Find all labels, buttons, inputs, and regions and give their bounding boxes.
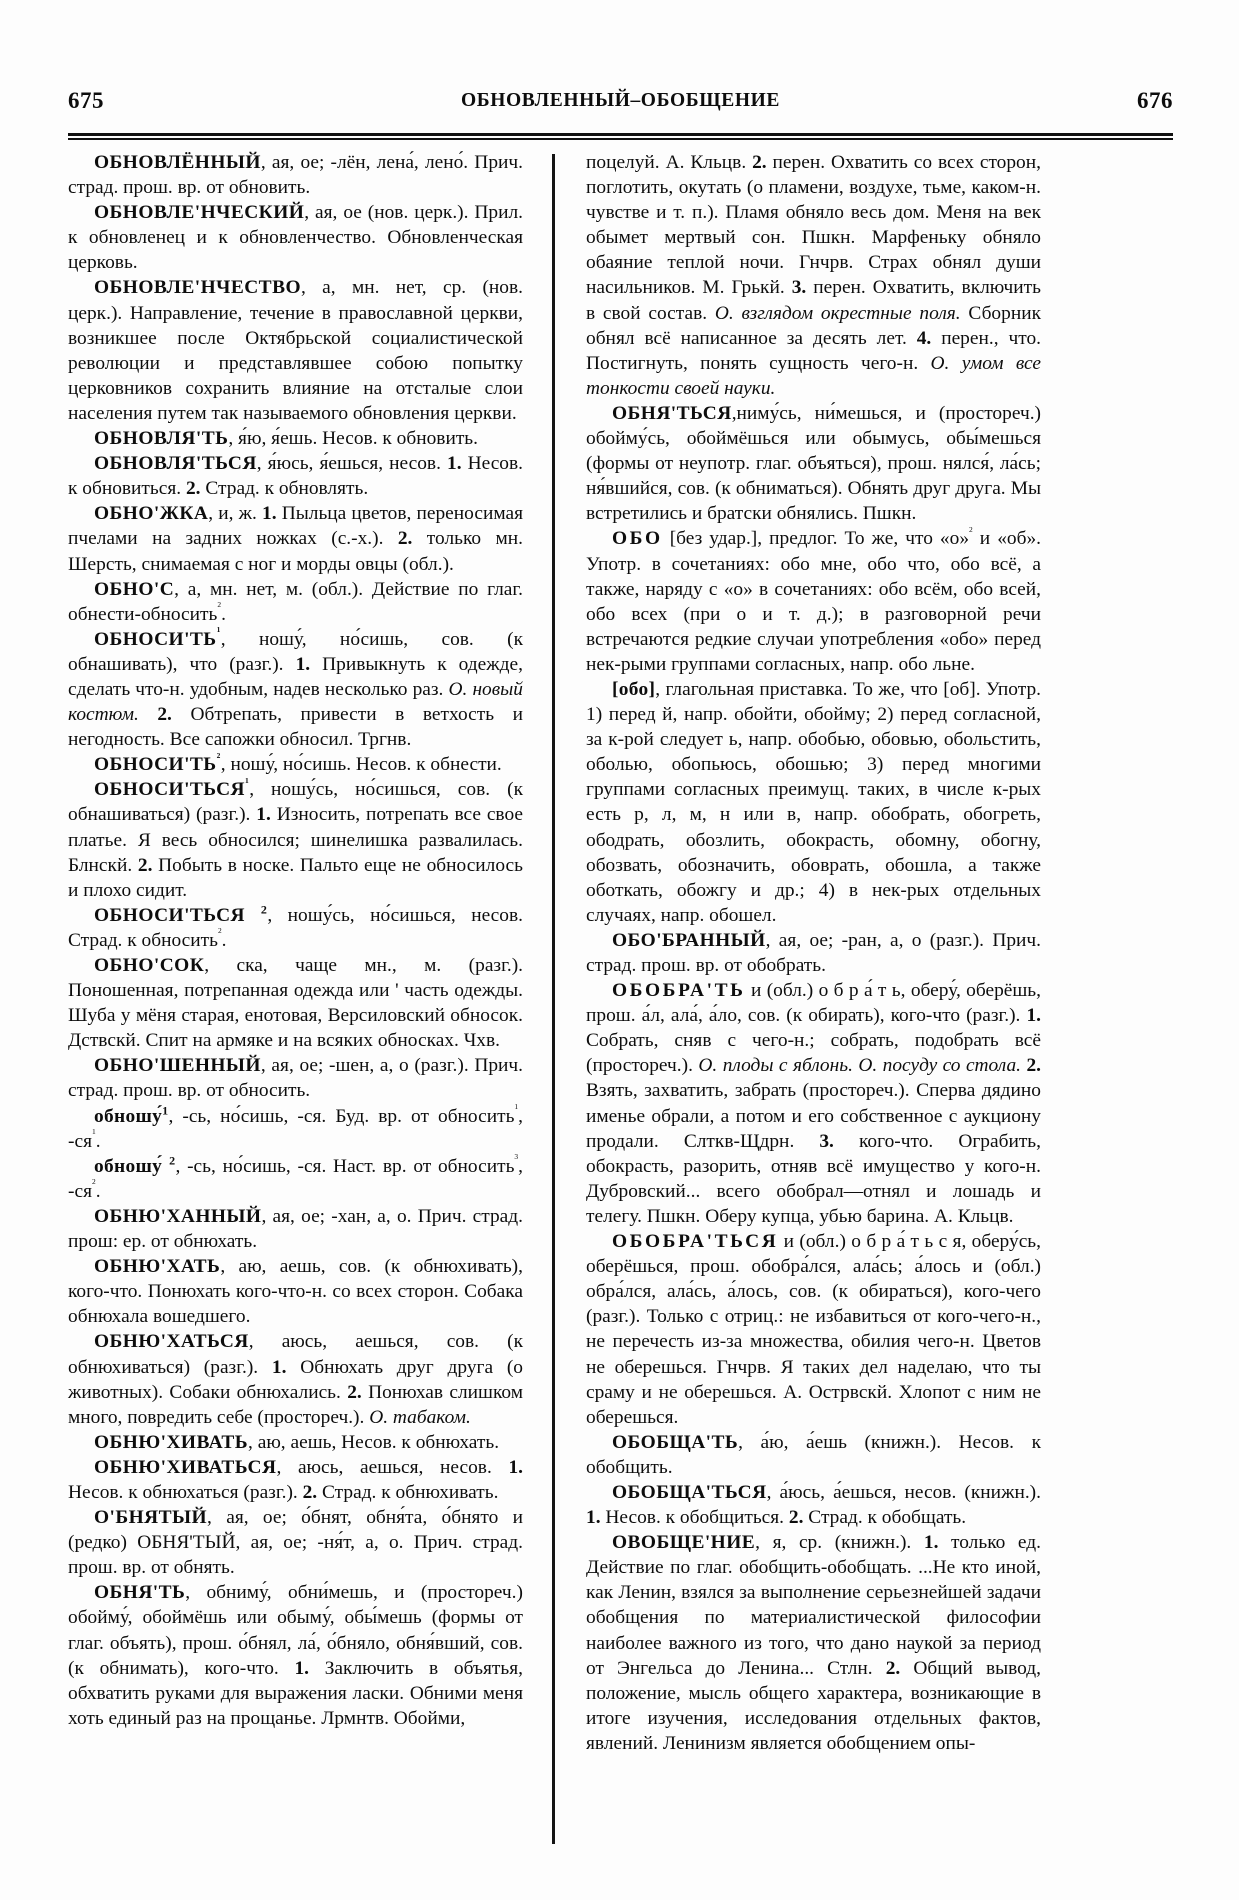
- column-container: [68, 150, 1173, 1850]
- headword: ОВОБЩЕ'НИЕ: [612, 1532, 756, 1554]
- entry-body: , я́ю, я́ешь. Несов. к обновить.: [228, 428, 478, 450]
- entry-body: , а́ю, а́ешь (книжн.). Несов. к обобщить.: [586, 1431, 1041, 1478]
- header-rule-thick: [68, 133, 1173, 136]
- headword: ОБНОСИ'ТЬСЯ $^2$: [94, 902, 268, 926]
- dictionary-entry: [68, 752, 523, 777]
- dictionary-entry: [68, 275, 523, 426]
- entry-body: , глагольная приставка. То же, что [об]. Употр. 1) перед й, напр. обойти, обойму; 2) перед согласной, за к-рой следует ь, напр. обобью, обовью, обольстить, оболью, обопьюсь, обошью; 3) перед многими группами согласных преимущ. таких, в числе к-рых есть р, л, м, н или в, напр. обобрать, обогреть, ободрать, обозлить, обокрасть, обомну, обогну, обозвать, обозначить, обоврать, обошла, а также оботкать, обожгу и др.; 4) в нек-рых отдельных случаях, напр. обошел.: [586, 678, 1041, 926]
- entry-body: , ношу́, но́сишь, сов. (к обнашивать), что (разг.). 1. Привыкнуть к одежде, сделать что-н. удобным, надев несколько раз. О. новый костюм. 2. Обтрепать, привести в ветхость и негодность. Все сапожки обносил. Тргнв.: [68, 628, 523, 751]
- column-divider: [552, 154, 555, 1844]
- headword: обношу́ $^2$: [94, 1153, 176, 1177]
- entry-body: и (обл.) о б р а́ т ь, оберу́, оберёшь, прош. а́л, ала́, а́ло, сов. (к обирать), кого-что (разг.). 1. Собрать, сняв с чего-н.; собрать, подобрать всё (простореч.). О. плоды с яблонь. О. посуду со стола. 2. Взять, захватить, забрать (простореч.). Сперва дядино именье обрали, а потом и его собственное с аукциону продали. Слткв-Щдрн. 3. кого-что. Ограбить, обокрасть, разорить, отняв всё имущество у кого-н. Дубровский... всего обобрал—отнял и лошадь и телегу. Пшкн. Оберу купца, убью барина. А. Кльцв.: [586, 980, 1041, 1227]
- entry-body: , ая, ое (нов. церк.). Прил. к обновленец и к обновленчество. Обновленческая церковь.: [68, 202, 523, 274]
- entry-body: , а, мн. нет, м. (обл.). Действие по глаг. обнести-обносить$^{^2}$.: [68, 578, 523, 625]
- dictionary-entry: [68, 1329, 523, 1429]
- headword: ОБНО'ЖКА: [94, 503, 209, 525]
- header-rule-thin: [68, 138, 1173, 140]
- headword: ОБНО'СОК: [94, 955, 205, 976]
- dictionary-entry: [586, 928, 1041, 978]
- dictionary-entry: [68, 150, 523, 200]
- dictionary-entry: [68, 577, 523, 627]
- entry-body: , ношу́, но́сишь. Несов. к обнести.: [220, 754, 502, 776]
- dictionary-entry: [68, 777, 523, 902]
- entry-body: , -сь, но́сишь, -ся. Наст. вр. от обносить$^{^3}$, $-ся^{^2}$.: [68, 1152, 523, 1202]
- dictionary-entry: [586, 1229, 1041, 1430]
- entry-body: , ая, ое; -лён, лена́, лено́. Прич. страд. прош. вр. от обновить.: [68, 152, 523, 199]
- entry-body: , ска, чаще мн., м. (разг.). Поношенная, потрепанная одежда или ' часть одежды. Шуба у мёня старая, енотовая, Версиловский обносок. Дствскй. Спит на армяке и на всяких обносках. Чхв.: [68, 955, 523, 1052]
- entry-body: , ая, ое; -ран, а, о (разг.). Прич. страд. прош. вр. от обобрать.: [586, 929, 1041, 976]
- folio-left: 675: [68, 88, 104, 113]
- dictionary-entry: [68, 200, 523, 275]
- entry-body: [без удар.], предлог. То же, что «о»$^{^2}$ и «об». Употр. в сочетаниях: обо мне, обо что, обо всё, а также, наряду с «о» в сочетаниях: обо всём, обо всей, обо всех (при о и т. д.); в разговорной речи встречаются редкие случаи употребления «обо» перед нек-рыми группами согласных, напр. обо льне.: [586, 524, 1042, 675]
- headword: ОБНЯ'ТЬСЯ: [612, 402, 732, 424]
- headword: $ОБНОСИ'ТЬ^{^2}$: [94, 750, 221, 776]
- dictionary-entry: [68, 426, 523, 451]
- dictionary-entry: [68, 451, 523, 501]
- headword: ОБНЮ'ХИВАТЬ: [94, 1431, 249, 1453]
- dictionary-entry: [586, 526, 1041, 677]
- headword: О'БНЯТЫЙ: [94, 1507, 208, 1529]
- headword: ОБОБЩА'ТЬСЯ: [612, 1481, 767, 1503]
- entry-body: , ношу́сь, но́сишься, сов. (к обнашиваться) (разг.). 1. Износить, потрепать все свое платье. Я весь обносился; шинелишка развалилась. Блнскй. 2. Побыть в носке. Пальто еще не обносилось и плохо сидит.: [68, 779, 523, 901]
- entry-body: , ая, ое; -хан, а, о. Прич. страд. прош: ер. от обнюхать.: [68, 1205, 523, 1253]
- dictionary-entry: [68, 1430, 523, 1455]
- headword: ОБНЯ'ТЬ: [94, 1582, 186, 1604]
- dictionary-entry: [68, 1580, 523, 1731]
- headword: обношу́$^1$: [94, 1103, 169, 1127]
- dictionary-entry: [68, 1505, 523, 1580]
- headword: ОБНОВЛЕ'НЧЕСТВО: [94, 277, 301, 299]
- entry-body: поцелуй. А. Кльцв. 2. перен. Охватить со всех сторон, поглотить, окутать (о пламени, воздухе, тьме, каком-н. чувстве и т. п.). Пламя обняло весь дом. Меня на век обымет мертвый сон. Пшкн. Марфеньку обняло обаяние теплой ночи. Гнчрв. Страх обнял души насильников. М. Грькй. 3. перен. Охватить, включить в свой состав. О. взглядом окрестные поля. Сборник обнял всё написанное за десять лет. 4. перен., что. Постигнуть, понять сущность чего-н. О. умом все тонкости своей науки.: [586, 152, 1042, 399]
- headword: ОБНЮ'ХАННЫЙ: [94, 1205, 262, 1227]
- dictionary-entry: [586, 1430, 1041, 1480]
- entry-body: , аюсь, аешься, сов. (к обнюхиваться) (разг.). 1. Обнюхать друг друга (о животных). Собаки обнюхались. 2. Понюхав слишком много, повредить себе (простореч.). О. табаком.: [68, 1331, 524, 1428]
- entry-continuation: [586, 150, 1041, 401]
- headword: ОБНО'ШЕННЫЙ: [94, 1055, 261, 1077]
- headword: ОБНЮ'ХАТЬ: [94, 1256, 221, 1278]
- dictionary-entry: [586, 978, 1041, 1229]
- dictionary-entry: [68, 1254, 523, 1329]
- dictionary-entry: [68, 1053, 523, 1103]
- dictionary-entry: [68, 501, 523, 576]
- entry-body: , обниму́, обни́мешь, и (простореч.) обойму́, обоймёшь или обыму́, обы́мешь (формы от глаг. объять), прош. о́бнял, ла́, о́бняло, обня́вший, сов. (к обнимать), кого-что. 1. Заключить в объятья, обхватить руками для выражения ласки. Обними меня хоть единый раз на прощанье. Лрмнтв. Обойми,: [68, 1582, 523, 1729]
- running-head: ОБНОВЛЕННЫЙ–ОБОБЩЕНИЕ: [461, 90, 780, 111]
- dictionary-entry: [586, 677, 1041, 928]
- headword: ОБОБРА'ТЬСЯ: [612, 1231, 779, 1253]
- entry-body: , а, мн. нет, ср. (нов. церк.). Направление, течение в православной церкви, возникшее после Октябрьской социалистической революции и представлявшее собою попытку церковников сохранить влияние на отсталые слои населения путем так называемого обновления церкви.: [68, 277, 523, 424]
- headword: ОБНЮ'ХИВАТЬСЯ: [94, 1456, 277, 1478]
- headword: ОБО'БРАННЫЙ: [612, 929, 766, 951]
- page-header: [68, 88, 1173, 134]
- entry-body: , ношу́сь, но́сишься, несов. Страд. к обносить$^{^2}$.: [68, 904, 523, 951]
- headword: $ОБНОСИ'ТЬ^{^1}$: [94, 625, 221, 650]
- dictionary-entry: [68, 903, 523, 953]
- headword: ОБНОВЛЕ'НЧЕСКИЙ: [94, 202, 305, 224]
- entry-body: , аю, аешь, Несов. к обнюхать.: [248, 1431, 500, 1453]
- dictionary-entry: [68, 627, 523, 752]
- entry-body: , аю, аешь, сов. (к обнюхивать), кого-что. Понюхать кого-что-н. со всех сторон. Собака обнюхала вошедшего.: [68, 1256, 523, 1328]
- dictionary-entry: [68, 1204, 523, 1254]
- entry-body: ,ниму́сь, ни́мешься, и (простореч.) обойму́сь, обоймёшься или обымусь, обы́мешься (формы от неупотр. глаг. объяться), прош. нялся́, ла́сь; ня́вшийся, сов. (к обниматься). Обнять друг друга. Мы встретились и братски обнялись. Пшкн.: [586, 402, 1041, 525]
- entry-body: , аюсь, аешься, несов. 1. Несов. к обнюхаться (разг.). 2. Страд. к обнюхивать.: [68, 1456, 523, 1503]
- dictionary-entry: [68, 1154, 523, 1204]
- entry-body: , я, ср. (книжн.). 1. только ед. Действие по глаг. обобщить-обобщать. ...Не кто иной, как Ленин, взялся за выполнение серьезнейшей задачи обобщения по материалистической философии наиболее важного из того, что дано наукой за период от Энгельса до Ленина... Стлн. 2. Общий вывод, положение, мысль общего характера, возникающие в итоге изучения, исследования отдельных фактов, явлений. Ленинизм является обобщением опы-: [586, 1532, 1042, 1754]
- headword: [обо]: [612, 678, 656, 700]
- right-column: [586, 150, 1041, 1756]
- headword: ОБНО'С: [94, 578, 175, 600]
- headword: ОБНОВЛЯ'ТЬ: [94, 428, 229, 450]
- headword: ОБНОСИ'ТЬСЯ$^{^1}$: [94, 775, 250, 801]
- headword: ОБО: [612, 528, 663, 550]
- entry-body: и (обл.) о б р а́ т ь с я, оберу́сь, оберёшься, прош. обобра́лся, ала́сь; а́лось и (обл.) обра́лся, ала́сь, а́лось, сов. (к обираться), кого-чего (разг.). Только с отриц.: не избавиться от кого-чего-н., не перечесть из-за множества, обилия чего-н. Цветов не оберешься. Гнчрв. Я таких дел наделаю, что ты сраму и не оберешься. А. Острвскй. Хлопот с ним не оберешься.: [586, 1231, 1041, 1428]
- dictionary-entry: [586, 1530, 1041, 1756]
- dictionary-entry: [68, 1455, 523, 1505]
- headword: ОБНОВЛЁННЫЙ: [94, 152, 261, 173]
- headword: ОБОБРА'ТЬ: [612, 980, 746, 1002]
- headword: ОБНОВЛЯ'ТЬСЯ: [94, 453, 257, 475]
- entry-body: , а́юсь, а́ешься, несов. (книжн.). 1. Несов. к обобщиться. 2. Страд. к обобщать.: [586, 1481, 1041, 1529]
- entry-body: , -сь, но́сишь, -ся. Буд. вр. от обносить$^{^1}$, $-ся^{^1}$.: [68, 1102, 523, 1152]
- headword: ОБОБЩА'ТЬ: [612, 1431, 739, 1453]
- entry-body: , ая, ое; о́бнят, обня́та, о́бнято и (редко) ОБНЯ'ТЫЙ, ая, ое; -ня́т, а, о. Прич. страд. прош. вр. от обнять.: [68, 1507, 523, 1579]
- entry-body: , и, ж. 1. Пыльца цветов, переносимая пчелами на задних ножках (с.-х.). 2. только мн. Шерсть, снимаемая с ног и морды овцы (обл.).: [68, 503, 524, 575]
- left-column: [68, 150, 523, 1731]
- dictionary-entry: [586, 1480, 1041, 1530]
- header-rule: [68, 133, 1173, 140]
- entry-body: , я́юсь, я́ешься, несов. 1. Несов. к обновиться. 2. Страд. к обновлять.: [68, 453, 523, 500]
- dictionary-entry: [68, 1104, 523, 1154]
- folio-right: 676: [1137, 88, 1173, 113]
- dictionary-entry: [68, 953, 523, 1053]
- headword: ОБНЮ'ХАТЬСЯ: [94, 1331, 249, 1353]
- entry-body: , ая, ое; -шен, а, о (разг.). Прич. страд. прош. вр. от обносить.: [68, 1055, 523, 1102]
- dictionary-entry: [586, 401, 1041, 526]
